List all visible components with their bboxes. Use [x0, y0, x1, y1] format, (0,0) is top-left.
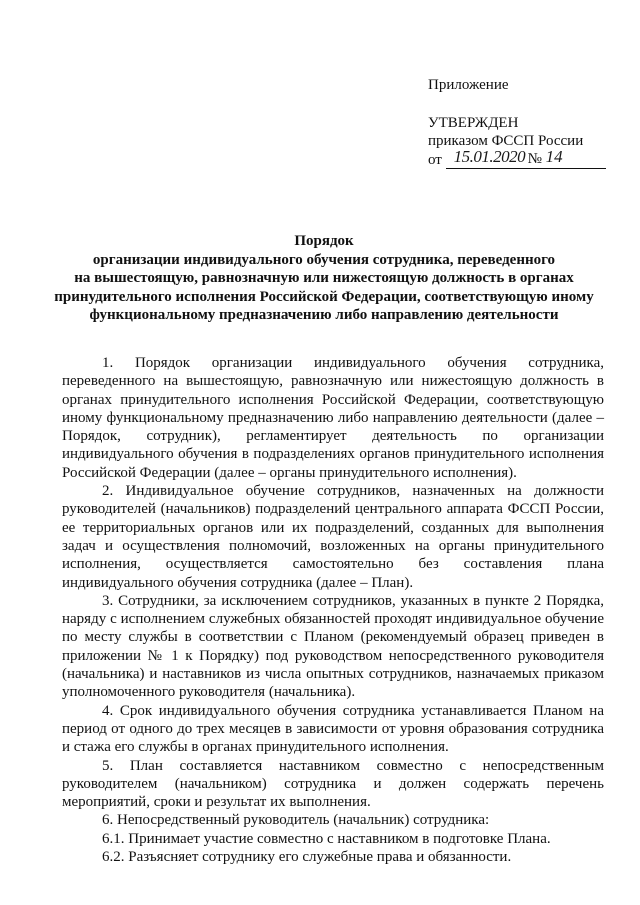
paragraph-5: 5. План составляется наставником совместно с непосредственным руководителем (начальником) сотрудника и должен содержать перечень мероприятий, сроки и результат их выполнения. — [62, 757, 604, 811]
handwritten-date: 15.01.2020 — [453, 147, 526, 166]
paragraph-2: 2. Индивидуальное обучение сотрудников, назначенных на должности руководителей (начальников) подразделений центрального аппарата ФССП России, ее территориальных органов или их подразделений, созданных для выполнения задач и осуществления полномочий, возложенных на органы принудительного исполнения, осуществляется самостоятельно без составления плана индивидуального обучения сотрудника (далее – План). — [62, 483, 604, 591]
title-line: принудительного исполнения Российской Федерации, соответствующую иному — [54, 288, 594, 305]
paragraph-6: 6. Непосредственный руководитель (начальник) сотрудника: — [102, 812, 490, 829]
number-sign: № — [527, 151, 542, 167]
approved-label: УТВЕРЖДЕН — [428, 115, 519, 131]
title-line: на вышестоящую, равнозначную или нижестоящую должность в органах — [74, 270, 574, 286]
document-body — [62, 354, 604, 866]
paragraph-1: 1. Порядок организации индивидуального обучения сотрудника, переведенного на вышестоящую, равнозначную или нижестоящую должность в органах принудительного исполнения Российской Федерации, соответствующую иному функциональному предназначению либо направлению деятельности (далее – Порядок, сотрудник), регламентирует деятельность по организации индивидуального обучения в подразделениях органов принудительного исполнения Российской Федерации (далее – органы принудительного исполнения). — [62, 355, 604, 481]
paragraph-6-2: 6.2. Разъясняет сотруднику его служебные права и обязанности. — [102, 849, 512, 866]
handwritten-date-field — [446, 147, 606, 169]
handwritten-number: 14 — [545, 147, 563, 166]
approval-block — [428, 76, 618, 169]
title-line: организации индивидуального обучения сотрудника, переведенного — [92, 251, 556, 268]
appendix-label: Приложение — [428, 77, 509, 93]
order-date-line — [428, 147, 618, 169]
paragraph-6-1: 6.1. Принимает участие совместно с наставником в подготовке Плана. — [102, 830, 551, 847]
title-line: функциональному предназначению либо направлению деятельности — [89, 307, 559, 323]
paragraph-3: 3. Сотрудники, за исключением сотрудников, указанных в пункте 2 Порядка, наряду с исполнением служебных обязанностей проходят индивидуальное обучение по месту службы в соответствии с Планом (рекомендуемый образец приведен в приложении № 1 к Порядку) под руководством непосредственного руководителя (начальника) и наставников из числа опытных сотрудников, назначаемых приказом уполномоченного руководителя (начальника). — [62, 592, 604, 701]
paragraph-4: 4. Срок индивидуального обучения сотрудника устанавливается Планом на период от одного до трех месяцев в зависимости от уровня образования сотрудника и стажа его службы в органах принудительного исполнения. — [62, 702, 604, 756]
document-title — [40, 232, 608, 325]
title-heading: Порядок — [294, 233, 354, 249]
order-label: приказом ФССП России — [428, 133, 584, 149]
date-prefix: от — [428, 152, 442, 168]
